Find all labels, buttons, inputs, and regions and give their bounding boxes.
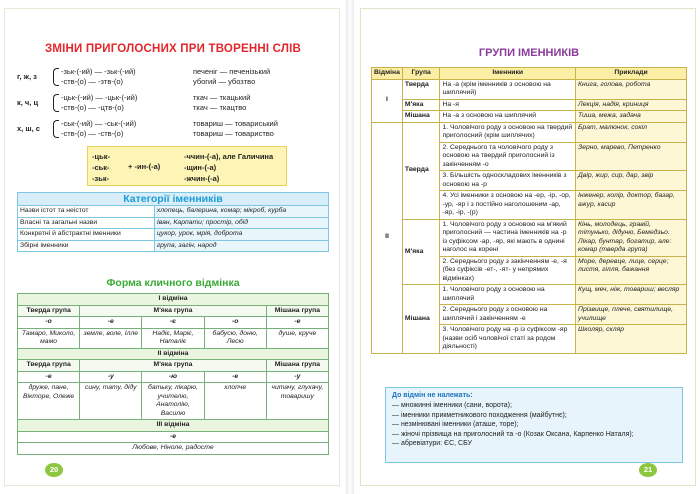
note-item: — абревіатури: ЄС, СБУ <box>392 440 472 447</box>
group-name: М'яка <box>402 99 440 111</box>
category-examples: цукор, урок, мрія, доброта <box>154 229 328 241</box>
category-name: Назви істот та неістот <box>18 206 155 218</box>
examples: Книга, голова, робота <box>576 79 687 99</box>
brace <box>53 68 59 86</box>
ending: -е <box>18 371 80 383</box>
group-header: Тверда група <box>18 305 80 317</box>
example: ткач — ткацький <box>193 93 251 102</box>
ending: -е <box>204 371 266 383</box>
example: убогий — убозтво <box>193 77 256 86</box>
letters: г, ж, з <box>17 72 37 81</box>
example: сину, тату, діду <box>80 383 142 420</box>
suffix-plus: + -ин-(-а) <box>128 162 161 171</box>
table-row <box>18 371 329 383</box>
category-name: Власні та загальні назви <box>18 217 155 229</box>
declension-header: І відміна <box>18 294 329 306</box>
noun-description: 1. Чоловічого роду з основою на твердий приголосний (крім шиплячих) <box>440 122 576 142</box>
table-row <box>372 79 687 99</box>
suffix-result: -жчин-(-а) <box>184 174 220 183</box>
noun-description: 3. Чоловічого роду на -р із суфіксом -яр (назви осіб чоловічої статі за родом діяльності) <box>440 325 576 354</box>
group-name: Мішана <box>402 111 440 123</box>
table-row <box>372 99 687 111</box>
table-row <box>18 294 329 306</box>
ending: -є <box>142 317 204 329</box>
examples: Двір, жир, сир, дар, звір <box>576 171 687 191</box>
rule: -зьк-(-ий) — -зьк-(-ий) <box>61 67 136 76</box>
book-gutter <box>346 0 354 494</box>
example: товариш — товариський <box>193 119 278 128</box>
alternation-examples <box>193 93 340 113</box>
noun-groups-table <box>371 67 687 354</box>
example: Тамаро, Миколо, мамо <box>18 328 80 348</box>
alternation-examples <box>193 119 340 139</box>
examples: Школяр, скляр <box>576 325 687 354</box>
rule: -ськ-(-ий) — -ськ-(-ий) <box>61 119 137 128</box>
page-title: ГРУПИ ІМЕННИКІВ <box>478 47 580 59</box>
note-item: — множинні іменники (сани, ворота); <box>392 402 512 409</box>
ending: -о <box>204 317 266 329</box>
examples: Тиша, межа, задача <box>576 111 687 123</box>
note-item: — жіночі прізвища на приголосний та -о (Козак Оксана, Карпенко Наталя); <box>392 430 634 438</box>
group-header: М'яка група <box>80 360 267 372</box>
declension-number: ІІ <box>372 122 403 353</box>
categories-table <box>17 205 329 252</box>
table-row <box>18 240 329 252</box>
ending: -ю <box>142 371 204 383</box>
table-row <box>18 305 329 317</box>
ending: -е <box>18 431 329 443</box>
example: Надіє, Маріє, Наталіє <box>142 328 204 348</box>
table-row <box>372 111 687 123</box>
example: земле, воле, Ілле <box>80 328 142 348</box>
table-row <box>18 317 329 329</box>
page-number: 21 <box>639 463 657 477</box>
table-row <box>18 443 329 455</box>
rule: -цьк-(-ий) — -цьк-(-ий) <box>61 93 138 102</box>
noun-description: 2. Середнього та чоловічого роду з основою на твердий приголосний із закінченням -о <box>440 142 576 171</box>
table-row <box>18 328 329 348</box>
examples: Інженер, колір, доктор, базар, ажур, касир <box>576 191 687 220</box>
examples: Кінь, молодець, гравій, тітунько, дідуню, Бемедзьо. Лікар, бунтар, богатир, але: комар (тверда група) <box>576 219 687 256</box>
suffix: -зьк- <box>92 174 110 183</box>
table-row <box>18 420 329 432</box>
table-row <box>18 383 329 420</box>
suffix-result: -ччин-(-а), але Галичина <box>184 152 274 161</box>
examples: Кущ, меч, ніж, товариш; весляр <box>576 285 687 305</box>
group-header: М'яка група <box>80 305 267 317</box>
note-title: До відмін не належать: <box>392 392 473 399</box>
example: читачу, глухачу, товаришу <box>266 383 328 420</box>
right-page <box>360 8 696 486</box>
group-header: Тверда група <box>18 360 80 372</box>
noun-description: 3. Більшість односкладових іменників з основою на -р <box>440 171 576 191</box>
noun-description: На -я <box>440 99 576 111</box>
category-examples: група, загін, народ <box>154 240 328 252</box>
note-item: — іменники прикметникового походження (майбутнє); <box>392 411 567 419</box>
example: печеніг — печенізький <box>193 67 271 76</box>
noun-description: 1. Чоловічого роду з основою на шиплячий <box>440 285 576 305</box>
page-title: ЗМІНИ ПРИГОЛОСНИХ ПРИ ТВОРЕННІ СЛІВ <box>44 43 302 55</box>
noun-description: На -а (крім іменників з основою на шиплячий) <box>440 79 576 99</box>
category-examples: Іван, Карпати; простір, обід <box>154 217 328 229</box>
group-header: Мішана група <box>266 360 328 372</box>
rule: -ств-(о) — -зтв-(о) <box>61 77 124 86</box>
table-row <box>18 431 329 443</box>
vocative-title: Форма кличного відмінка <box>106 277 240 289</box>
table-row <box>18 348 329 360</box>
example: Любове, Ніноле, радосте <box>18 443 329 455</box>
suffix: -ськ- <box>92 163 110 172</box>
example: друже, пане, Вікторе, Олеже <box>18 383 80 420</box>
category-name: Збірні іменники <box>18 240 155 252</box>
example: батьку, лікарю, учителю, Анатолію, Василю <box>142 383 204 420</box>
group-name: М'яка <box>402 219 440 285</box>
table-row <box>18 206 329 218</box>
table-row <box>372 122 687 142</box>
noun-description: 1. Чоловічого роду з основою на м'який приголосний — частина іменників на -р із суфіксом -ар, -яр, які мають в однині наголос на корені <box>440 219 576 256</box>
suffix-col-3 <box>184 151 273 184</box>
suffix-result: -щин-(-а) <box>184 163 217 172</box>
examples: Зерно, марево, Петренко <box>576 142 687 171</box>
ending: -у <box>80 371 142 383</box>
group-header: Мішана група <box>266 305 328 317</box>
rule: -ств-(о) — -ств-(о) <box>61 129 124 138</box>
table-row <box>18 229 329 241</box>
suffix: -цьк- <box>92 152 110 161</box>
table-row <box>372 285 687 305</box>
group-name: Мішана <box>402 285 440 354</box>
categories-title: Категорії іменників <box>17 192 329 206</box>
ending: -о <box>18 317 80 329</box>
declension-header: ІІІ відміна <box>18 420 329 432</box>
letters: к, ч, ц <box>17 98 39 107</box>
examples: Море, деревце, лице, серце; листя, гілля, бажання <box>576 256 687 285</box>
brace <box>53 120 59 138</box>
page-number: 20 <box>45 463 63 477</box>
group-name: Тверда <box>402 79 440 99</box>
example: хлопче <box>204 383 266 420</box>
noun-description: На -а з основою на шиплячий <box>440 111 576 123</box>
brace <box>53 94 59 112</box>
column-header: Група <box>402 68 440 80</box>
exceptions-note <box>385 387 683 463</box>
suffix-col-1 <box>92 151 110 184</box>
table-row <box>18 360 329 372</box>
alternation-rules <box>61 119 191 139</box>
example: ткач — ткацтво <box>193 103 247 112</box>
example: душе, круче <box>266 328 328 348</box>
ending: -у <box>266 371 328 383</box>
alternation-rules <box>61 67 191 87</box>
example: бабусю, доню, Лесю <box>204 328 266 348</box>
suffix-box <box>87 146 287 186</box>
example: товариш — товариство <box>193 129 274 138</box>
examples: Прізвище, плече, святилище, училище <box>576 305 687 325</box>
noun-description: 4. Усі іменники з основою на -ер, -ір, -ор, -ур, -яр і з постійно наголошеним -ар, -яр, -ір, -(р) <box>440 191 576 220</box>
note-item: — незмінювані іменники (аташе, торе); <box>392 421 519 428</box>
ending: -е <box>80 317 142 329</box>
category-name: Конкретні й абстрактні іменники <box>18 229 155 241</box>
group-name: Тверда <box>402 122 440 219</box>
column-header: Приклади <box>576 68 687 80</box>
ending: -е <box>266 317 328 329</box>
column-header: Відміна <box>372 68 403 80</box>
examples: Лекція, надія, криниця <box>576 99 687 111</box>
noun-description: 2. Середнього роду з закінченням -е, -я (без суфіксів -ет-, -ят- у непрямих відмінках) <box>440 256 576 285</box>
alternation-rules <box>61 93 191 113</box>
declension-number: І <box>372 79 403 122</box>
category-examples: хлопець, балерина, комар; мікроб, курба <box>154 206 328 218</box>
column-header: Іменники <box>440 68 576 80</box>
declension-header: ІІ відміна <box>18 348 329 360</box>
table-row <box>372 219 687 256</box>
rule: -ств-(о) — -цтв-(о) <box>61 103 124 112</box>
vocative-table <box>17 293 329 455</box>
left-page <box>4 8 340 486</box>
examples: Брат, малюнок, сокіл <box>576 122 687 142</box>
table-header-row <box>372 68 687 80</box>
table-row <box>18 217 329 229</box>
noun-description: 2. Середнього роду з основою на шиплячий і закінченням -е <box>440 305 576 325</box>
letters: х, ш, с <box>17 124 40 133</box>
alternation-examples <box>193 67 340 87</box>
